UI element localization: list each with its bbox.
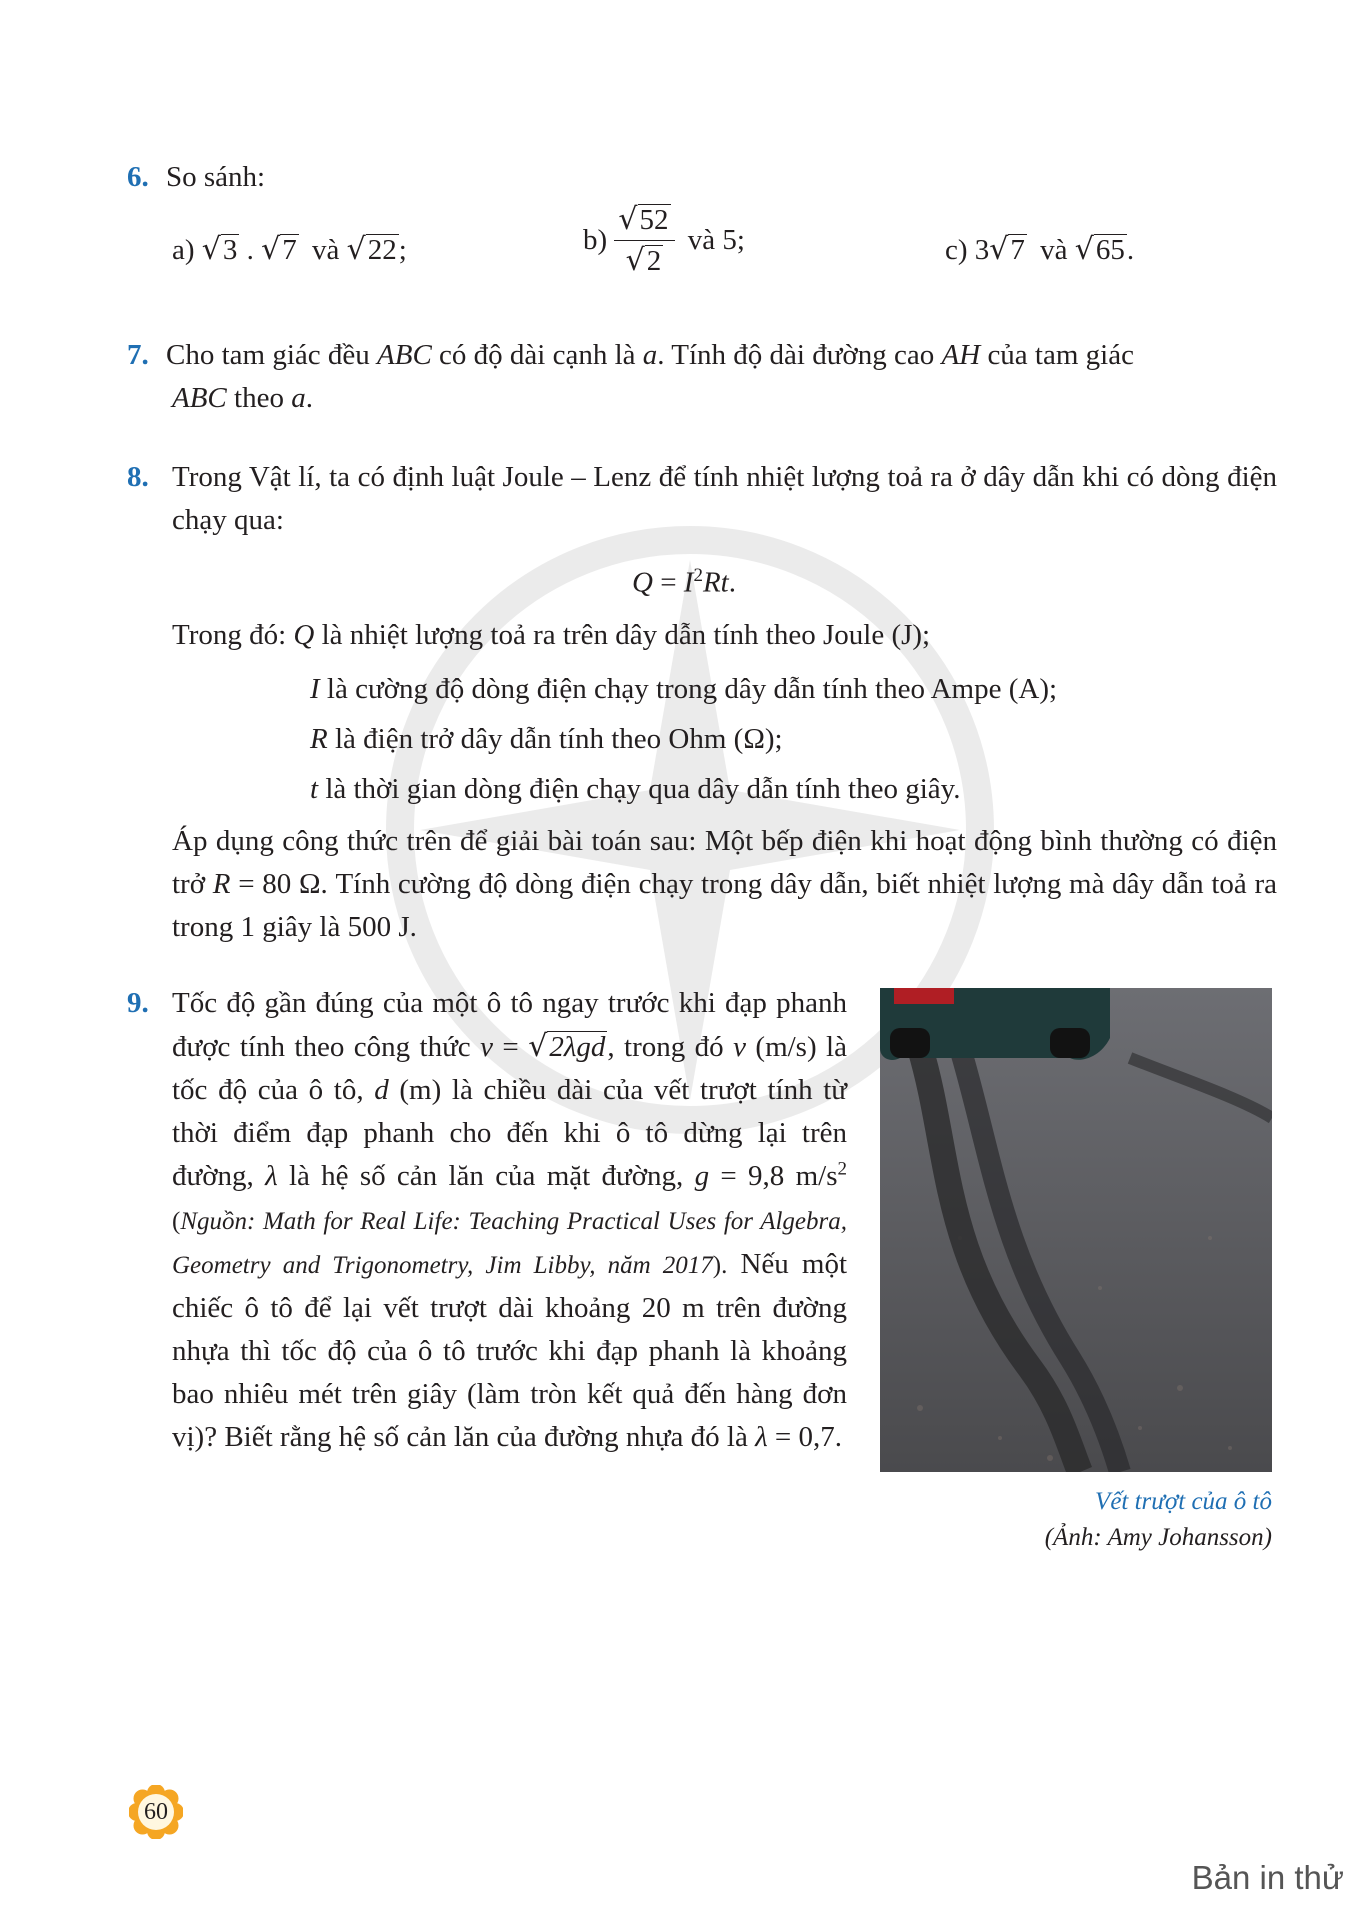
sqrt: √3	[201, 232, 238, 267]
q6-part-b: b) $\frac{√52}{√2}$ và 5;	[583, 200, 745, 281]
question-8	[127, 456, 1277, 542]
sqrt: √22	[346, 232, 397, 267]
skid-mark-photo	[880, 988, 1272, 1472]
question-number: 8.	[127, 461, 149, 493]
question-number: 7.	[127, 339, 149, 371]
question-number: 9.	[127, 987, 149, 1019]
q6-part-a: a) √3 . √7 và √22;	[172, 228, 407, 272]
q8-apply: Áp dụng công thức trên để giải bài toán sau: Một bếp điện khi hoạt động bình thường có điện trở R = 80 Ω. Tính cường độ dòng điện chạy trong dây dẫn, biết nhiệt lượng mà dây dẫn toả ra trong 1 giây là 500 J.	[172, 825, 1277, 943]
q8-where: Trong đó: Q là nhiệt lượng toả ra trên dây dẫn tính theo Joule (J);	[172, 619, 931, 651]
photo-caption	[1045, 1484, 1272, 1556]
question-9	[127, 982, 847, 1459]
sqrt: √2λgd	[528, 1029, 606, 1064]
sqrt: √7	[989, 232, 1025, 267]
q8-where-list: I là cường độ dòng điện chạy trong dây dẫn tính theo Ampe (A); R là điện trở dây dẫn tính theo Ohm (Ω); t là thời gian dòng điện chạy qua dây dẫn tính theo giây.	[310, 673, 1058, 805]
q9-text: Tốc độ gần đúng của một ô tô ngay trước khi đạp phanh được tính theo công thức v = √2λgd, trong đó v (m/s) là tốc độ của ô tô, d (m) là chiều dài của vết trượt tính từ thời điểm đạp phanh cho đến khi ô tô dừng lại trên đường, λ là hệ số cản lăn của mặt đường, g = 9,8 $m/s^2$ (Nguồn: Math for Real Life: Teaching Practical Uses for Algebra, Geometry and Trigonometry, Jim Libby, năm 2017). Nếu một chiếc ô tô để lại vết trượt dài khoảng 20 m trên đường nhựa thì tốc độ của ô tô trước khi đạp phanh là khoảng bao nhiêu mét trên giây (làm tròn kết quả đến hàng đơn vị)? Biết rằng hệ số cản lăn của đường nhựa đó là λ = 0,7.	[172, 987, 847, 1453]
question-number: 6.	[127, 161, 149, 193]
caption-title: Vết trượt của ô tô	[1095, 1488, 1272, 1515]
question-6	[127, 156, 1287, 199]
car-skid-illustration	[880, 988, 1272, 1472]
sqrt: √65	[1074, 232, 1125, 267]
q8-intro: Trong Vật lí, ta có định luật Joule – Lenz để tính nhiệt lượng toả ra ở dây dẫn khi có dòng điện chạy qua:	[172, 461, 1277, 536]
fraction: $\frac{√52}{√2}$	[614, 200, 674, 281]
page-number: 60	[144, 1799, 168, 1825]
sqrt: √7	[261, 232, 297, 267]
question-title: So sánh:	[166, 161, 266, 193]
q6-part-c: c) 3√7 và √65.	[945, 228, 1134, 272]
q8-formula: $Q = I^2Rt$.	[631, 565, 736, 599]
question-7: 7. Cho tam giác đều ABC có độ dài cạnh là a. Tính độ dài đường cao AH của tam giác ABC theo a.	[127, 339, 1134, 414]
page-number-badge	[129, 1785, 183, 1839]
caption-credit: (Ảnh: Amy Johansson)	[1044, 1524, 1272, 1551]
draft-stamp: Bản in thử	[1191, 1859, 1344, 1896]
